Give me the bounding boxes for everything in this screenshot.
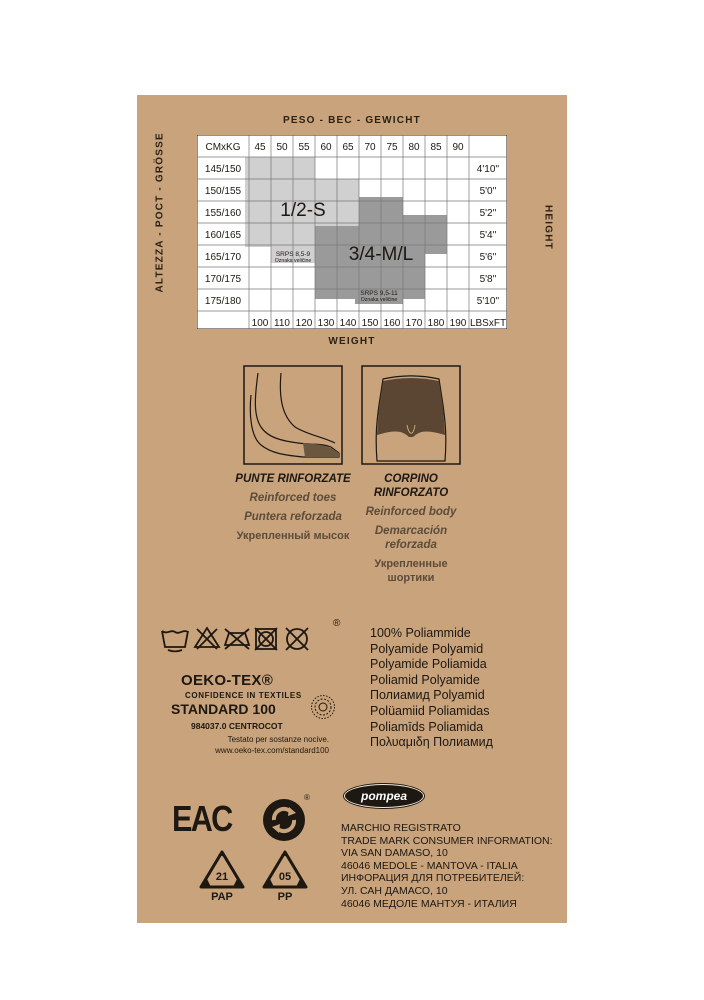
- feature-body: [351, 472, 471, 585]
- ft-row-label: 4'10'': [476, 164, 500, 175]
- oeko-standard: STANDARD 100: [171, 701, 276, 717]
- lbs-tick: 190: [449, 318, 467, 329]
- chart-right-title: HEIGHT: [542, 205, 554, 250]
- composition-line: 100% Poliammide: [370, 626, 471, 640]
- composition-line: Polyamide Polyamid: [370, 641, 484, 656]
- feature-toes-es: Puntera reforzada: [244, 511, 342, 523]
- pompea-logo: pompea: [344, 784, 424, 808]
- recycle-pp-label: PP: [277, 891, 293, 903]
- oeko-code: 984037.0 CENTROCOT: [191, 721, 283, 731]
- packaging-card: [137, 95, 567, 923]
- lbs-tick: 150: [361, 318, 379, 329]
- lbs-tick: 160: [383, 318, 401, 329]
- recycle-pap-label: PAP: [211, 891, 233, 903]
- address-line: 46046 MEDOLE - MANTOVA - ITALIA: [341, 859, 518, 872]
- lbs-tick: 110: [274, 318, 290, 329]
- cm-row-label: 150/155: [204, 186, 242, 197]
- recycle-pap-icon: [197, 849, 247, 891]
- eac-mark: EAC: [172, 798, 232, 839]
- cm-row-label: 155/160: [204, 208, 242, 219]
- address-line: УЛ. САН ДАМАСО, 10: [341, 884, 448, 897]
- ft-row-label: 5'10'': [476, 296, 500, 307]
- address-line: VIA SAN DAMASO, 10: [341, 847, 448, 860]
- composition-list: [370, 626, 493, 751]
- lbs-tick: 170: [405, 318, 423, 329]
- feature-body-en: Reinforced body: [365, 506, 457, 518]
- kg-tick: 85: [430, 142, 442, 153]
- lbs-tick: 120: [295, 318, 313, 329]
- cm-row-label: 165/170: [204, 252, 242, 263]
- recycle-pp-number: 05: [278, 871, 292, 883]
- feature-toes-en: Reinforced toes: [249, 492, 337, 504]
- feature-body-ru: Укрепленные шортики: [374, 558, 448, 584]
- reinforced-toes-icon: [243, 365, 343, 465]
- cm-row-label: 175/180: [204, 296, 242, 307]
- ft-row-label: 5'2'': [479, 208, 497, 219]
- composition-line: Πολυαμιδη Полиамид: [370, 735, 493, 750]
- address-line: MARCHIO REGISTRATO: [341, 822, 461, 834]
- kg-tick: 75: [386, 142, 398, 153]
- no-iron-icon: [225, 629, 249, 649]
- cm-row-label: 160/165: [204, 230, 242, 241]
- recycle-pap-number: 21: [215, 871, 229, 883]
- no-tumble-dry-icon: [286, 628, 308, 650]
- cm-row-label: 145/150: [204, 164, 242, 175]
- care-symbols: [159, 623, 339, 655]
- feature-toes-ru: Укрепленный мысок: [236, 530, 350, 542]
- kg-tick: 70: [364, 142, 376, 153]
- reinforced-body-icon: [361, 365, 461, 465]
- address-line: ИНФОРАЦИЯ ДЛЯ ПОТРЕБИТЕЛЕЙ:: [341, 872, 525, 885]
- feature-toes: [233, 472, 353, 543]
- care-registered-mark: ®: [333, 618, 341, 629]
- corner-label-lbsft: LBSxFT: [469, 318, 507, 329]
- feature-body-es: Demarcación reforzada: [374, 525, 448, 551]
- kg-tick: 55: [298, 142, 310, 153]
- address-line: 46046 МЕДОЛЕ МАНТУЯ - ИТАЛИЯ: [341, 897, 517, 910]
- size-small-srps: SRPS 8,5-9: [275, 251, 311, 258]
- green-dot-recycle-icon: [262, 798, 306, 842]
- composition-line: Polüamiid Poliamidas: [370, 703, 490, 718]
- kg-tick: 50: [276, 142, 288, 153]
- oeko-title: OEKO-TEX®: [181, 672, 274, 689]
- feature-body-it: CORPINO RINFORZATO: [373, 473, 449, 499]
- lbs-tick: 100: [251, 318, 269, 329]
- size-medium-srps: SRPS 9,5-11: [360, 290, 398, 297]
- chart-top-title: PESO - BEC - GEWICHT: [283, 115, 421, 126]
- ft-row-label: 5'0'': [479, 186, 497, 197]
- lbs-tick: 130: [317, 318, 335, 329]
- kg-tick: 90: [452, 142, 464, 153]
- consumer-info: [341, 822, 553, 910]
- kg-tick: 45: [254, 142, 266, 153]
- lbs-tick: 140: [339, 318, 357, 329]
- cm-row-label: 170/175: [204, 274, 242, 285]
- kg-tick: 80: [408, 142, 420, 153]
- oeko-note: Testato per sostanze nocive.: [227, 735, 329, 744]
- chart-bottom-title: WEIGHT: [328, 336, 376, 347]
- size-small-label: 1/2-S: [280, 200, 326, 221]
- oeko-flower-icon: [310, 694, 336, 720]
- oeko-url: www.oeko-tex.com/standard100: [215, 746, 329, 755]
- size-small-oznaka: Oznaka veličine: [274, 258, 312, 264]
- composition-line: Polyamide Poliamida: [370, 657, 487, 672]
- composition-line: Poliamid Polyamide: [370, 672, 480, 687]
- composition-line: Poliamīds Poliamida: [370, 719, 484, 734]
- size-medium-label: 3/4-M/L: [348, 244, 414, 265]
- address-line: TRADE MARK CONSUMER INFORMATION:: [341, 834, 553, 847]
- oeko-subtitle: CONFIDENCE IN TEXTILES: [185, 691, 302, 700]
- lbs-tick: 180: [427, 318, 445, 329]
- kg-tick: 65: [342, 142, 354, 153]
- ft-row-label: 5'6'': [479, 252, 497, 263]
- no-bleach-icon: [195, 628, 219, 649]
- size-medium-oznaka: Oznaka veličine: [360, 297, 398, 303]
- recycle-pp-icon: [260, 849, 310, 891]
- ft-row-label: 5'4'': [479, 230, 497, 241]
- chart-left-title: ALTEZZA - POCT - GRÖSSE: [154, 132, 166, 293]
- wash-30-icon: [162, 631, 188, 652]
- no-dryclean-icon: [255, 628, 277, 650]
- kg-tick: 60: [320, 142, 332, 153]
- composition-line: Полиамид Polyamid: [370, 688, 485, 703]
- feature-toes-it: PUNTE RINFORZATE: [235, 473, 351, 485]
- ft-row-label: 5'8'': [479, 274, 497, 285]
- size-chart: [197, 135, 507, 329]
- recycle-registered-mark: ®: [304, 793, 310, 802]
- corner-label-cmkg: CMxKG: [205, 142, 241, 153]
